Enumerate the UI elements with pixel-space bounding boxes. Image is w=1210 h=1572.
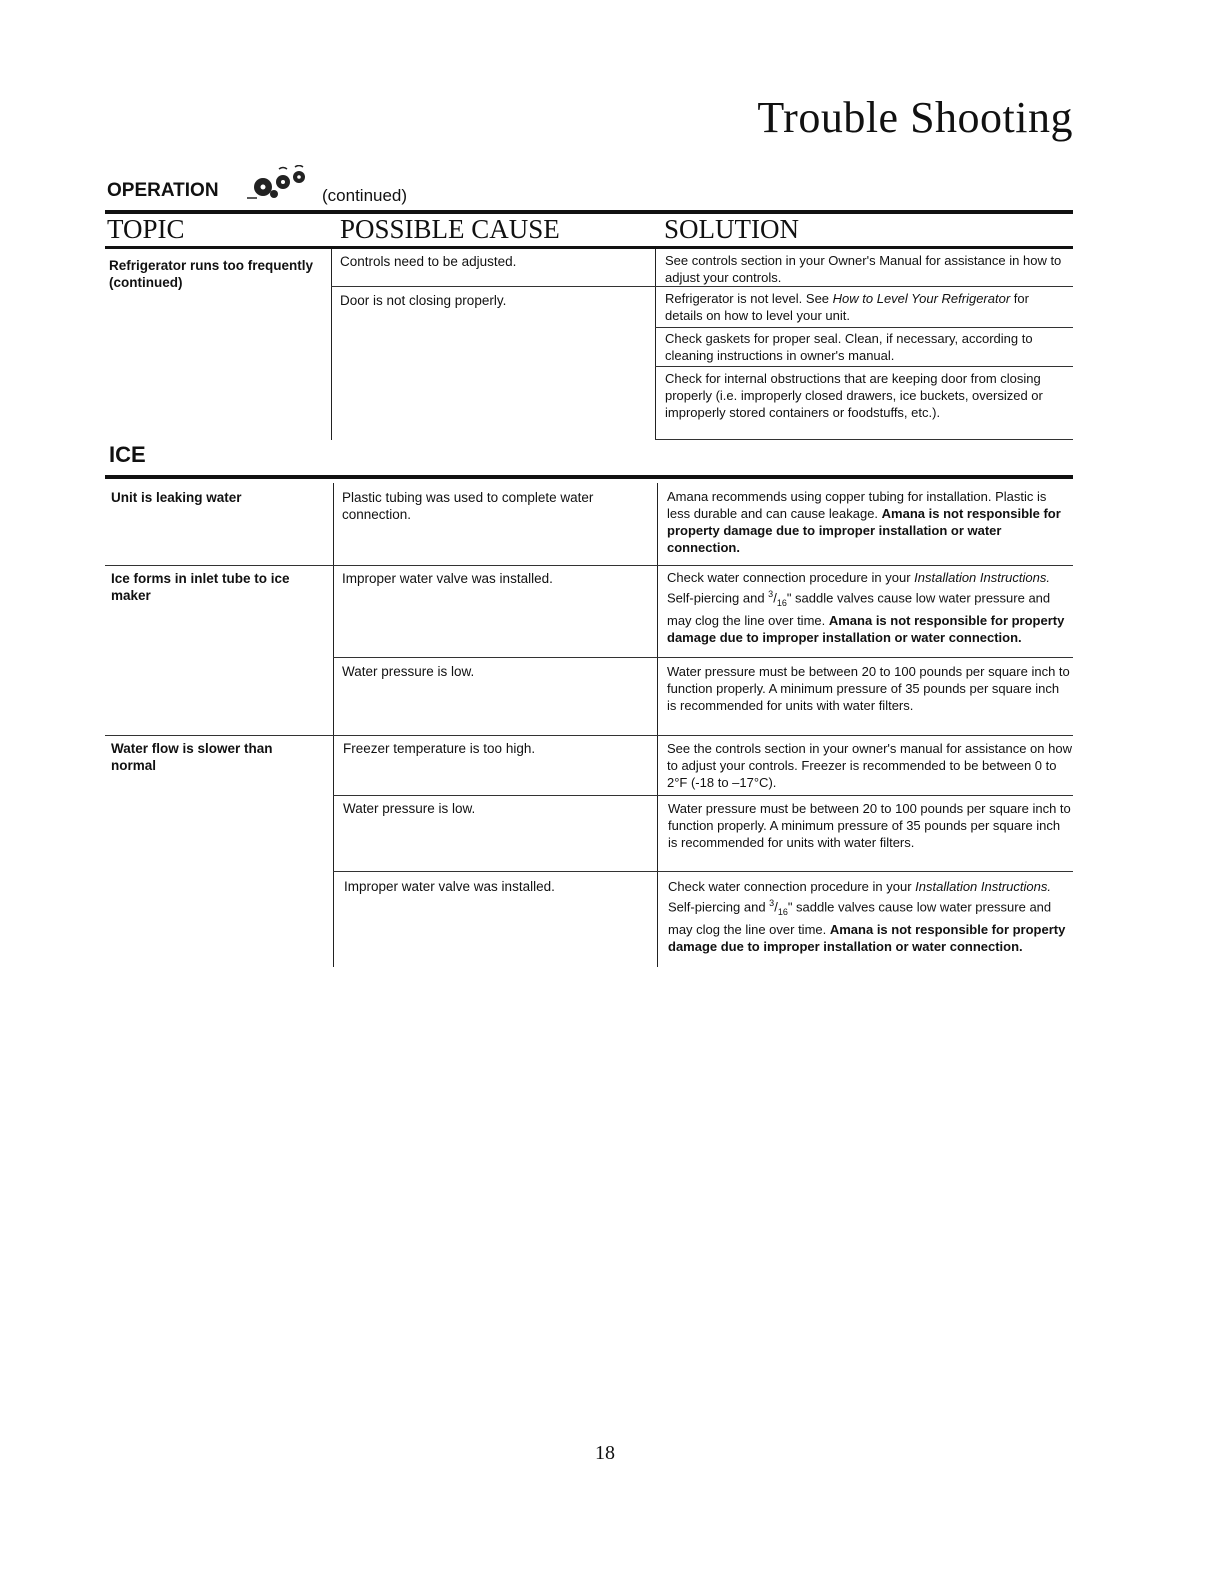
column-header-cause: POSSIBLE CAUSE [340, 214, 560, 244]
solution-cell: See the controls section in your owner's manual for assistance on how to adjust your controls. Freezer is recommended to be between 0 to 2°F (-18 to –17°C). [667, 741, 1072, 790]
row-divider [655, 366, 1073, 367]
column-divider [655, 249, 656, 440]
row-divider [105, 565, 1073, 566]
column-header-solution: SOLUTION [664, 214, 799, 244]
topic-cell: Unit is leaking water [111, 490, 242, 505]
column-divider [657, 483, 658, 967]
solution-cell: See controls section in your Owner's Manual for assistance in how to adjust your controls. [665, 253, 1062, 285]
column-header-topic: TOPIC [107, 214, 185, 244]
solution-cell: Refrigerator is not level. See How to Level Your Refrigerator for details on how to level your unit. [665, 291, 1029, 323]
solution-cell: Water pressure must be between 20 to 100 pounds per square inch to function properly. A minimum pressure of 35 pounds per square inch is recommended for units with water filters. [667, 664, 1070, 713]
cause-cell: Improper water valve was installed. [342, 571, 553, 586]
page-title: Trouble Shooting [757, 93, 1073, 142]
solution-cell: Water pressure must be between 20 to 100 pounds per square inch to function properly. A minimum pressure of 35 pounds per square inch is recommended for units with water filters. [668, 801, 1071, 850]
continued-label: (continued) [322, 186, 408, 205]
solution-cell: Amana recommends using copper tubing for installation. Plastic is less durable and can cause leakage. Amana is not responsible for property damage due to improper installation or water connection. [667, 489, 1061, 555]
cause-cell: Freezer temperature is too high. [343, 741, 536, 756]
row-divider [655, 327, 1073, 328]
row-divider [333, 795, 1073, 796]
solution-cell: Check gaskets for proper seal. Clean, if necessary, according to cleaning instructions in owner's manual. [665, 331, 1033, 363]
topic-cell: Water flow is slower than normal [111, 741, 273, 773]
solution-cell: Check water connection procedure in your Installation Instructions. Self-piercing and $^3/_{16}$" saddle valves cause low water pressure and may clog the line over time. Amana is not responsible for property damage due to improper installation or water connection. [668, 879, 1066, 954]
section-heading-operation: OPERATION [107, 180, 219, 201]
header-rule-bottom [105, 246, 1073, 249]
section-heading-ice: ICE [109, 442, 146, 467]
cause-cell: Water pressure is low. [342, 664, 475, 679]
page-number: 18 [595, 1442, 615, 1464]
solution-cell: Check water connection procedure in your Installation Instructions. Self-piercing and $^3/_{16}$" saddle valves cause low water pressure and may clog the line over time. Amana is not responsible for property damage due to improper installation or water connection. [667, 570, 1065, 645]
row-divider [333, 871, 1073, 872]
cause-cell: Controls need to be adjusted. [340, 254, 517, 269]
column-divider [331, 249, 332, 440]
header-rule-top [105, 210, 1073, 214]
cause-cell: Water pressure is low. [343, 801, 476, 816]
topic-cell: Ice forms in inlet tube to ice maker [111, 571, 290, 603]
cause-cell: Door is not closing properly. [340, 293, 507, 308]
cause-cell: Improper water valve was installed. [344, 879, 555, 894]
gears-icon [243, 165, 315, 201]
row-divider [105, 735, 1073, 736]
cause-cell: Plastic tubing was used to complete water connection. [342, 490, 594, 522]
solution-cell: Check for internal obstructions that are keeping door from closing properly (i.e. improperly closed drawers, ice buckets, oversized or improperly stored containers or foodstuffs, etc.). [665, 371, 1043, 420]
row-divider [331, 286, 1073, 287]
row-divider [655, 439, 1073, 440]
topic-cell: Refrigerator runs too frequently (continued) [109, 258, 314, 290]
column-divider [333, 483, 334, 967]
row-divider [333, 657, 1073, 658]
ice-rule [105, 475, 1073, 479]
